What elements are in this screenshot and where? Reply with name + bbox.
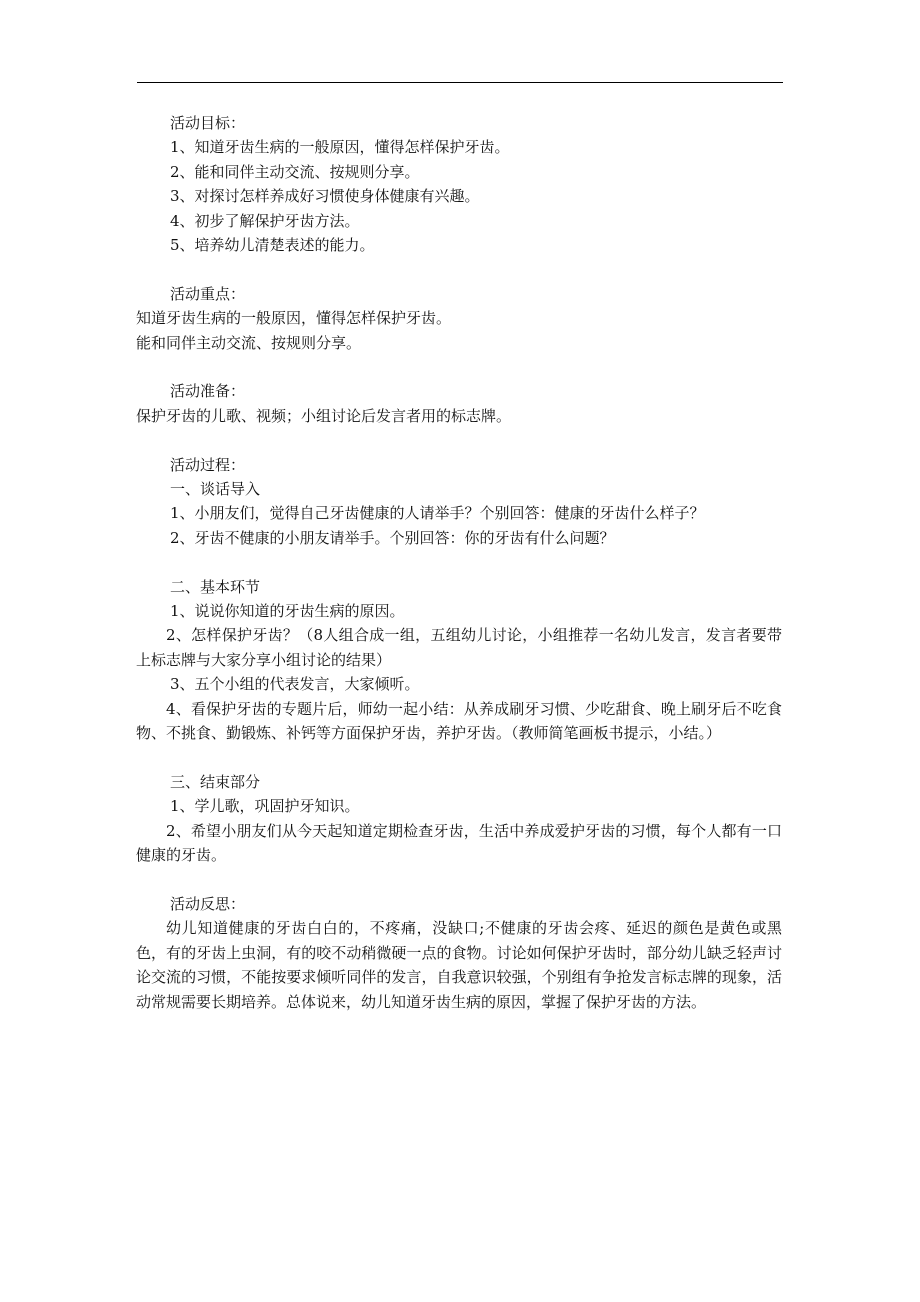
part2-item: 1、说说你知道的牙齿生病的原因。: [170, 602, 405, 621]
goal-item: 5、培养幼儿清楚表述的能力。: [170, 236, 375, 255]
goals-heading: 活动目标：: [170, 114, 246, 132]
prep-heading: 活动准备：: [170, 382, 246, 401]
document-body: [136, 111, 782, 1014]
part2-title: 二、基本环节: [170, 577, 261, 596]
reflection-heading: 活动反思：: [170, 894, 246, 913]
focus-item: 知道牙齿生病的一般原因，懂得怎样保护牙齿。: [136, 309, 452, 328]
part3-item: 2、希望小朋友们从今天起知道定期检查牙齿，生活中养成爱护牙齿的习惯，每个人都有一口健康的牙齿。: [136, 821, 782, 865]
header-rule: [137, 82, 783, 83]
goal-item: 3、对探讨怎样养成好习惯使身体健康有兴趣。: [170, 187, 480, 206]
part2-item: 2、怎样保护牙齿？（8人组合成一组，五组幼儿讨论，小组推荐一名幼儿发言，发言者要带上标志牌与大家分享小组讨论的结果）: [136, 626, 782, 669]
part1-item: 2、牙齿不健康的小朋友请举手。个别回答：你的牙齿有什么问题？: [170, 528, 615, 547]
part2-item: 4、看保护牙齿的专题片后，师幼一起小结：从养成刷牙习惯、少吃甜食、晚上刷牙后不吃食物、不挑食、勤锻炼、补钙等方面保护牙齿，养护牙齿。（教师简笔画板书提示，小结。）: [136, 699, 782, 743]
reflection-text: 幼儿知道健康的牙齿白白的，不疼痛，没缺口;不健康的牙齿会疼、延迟的颜色是黄色或黑色，有的牙齿上虫洞，有的咬不动稍微硬一点的食物。讨论如何保护牙齿时，部分幼儿缺乏轻声讨论交流的习惯，不能按要求倾听同伴的发言，自我意识较强，个别组有争抢发言标志牌的现象，活动常规需要长期培养。总体说来，幼儿知道牙齿生病的原因，掌握了保护牙齿的方法。: [136, 919, 782, 1011]
prep-text: 保护牙齿的儿歌、视频；小组讨论后发言者用的标志牌。: [136, 406, 512, 425]
part3-item: 1、学儿歌，巩固护牙知识。: [170, 797, 360, 816]
goal-item: 4、初步了解保护牙齿方法。: [170, 211, 360, 230]
goal-item: 1、知道牙齿生病的一般原因，懂得怎样保护牙齿。: [170, 138, 510, 157]
part3-title: 三、结束部分: [170, 772, 261, 791]
part1-item: 1、小朋友们，觉得自己牙齿健康的人请举手？个别回答：健康的牙齿什么样子？: [170, 504, 705, 523]
part2-item: 3、五个小组的代表发言，大家倾听。: [170, 675, 420, 694]
goal-item: 2、能和同伴主动交流、按规则分享。: [170, 162, 420, 181]
focus-item: 能和同伴主动交流、按规则分享。: [136, 333, 362, 352]
focus-heading: 活动重点：: [170, 284, 246, 303]
part1-title: 一、谈话导入: [170, 480, 261, 499]
process-heading: 活动过程：: [170, 455, 246, 474]
